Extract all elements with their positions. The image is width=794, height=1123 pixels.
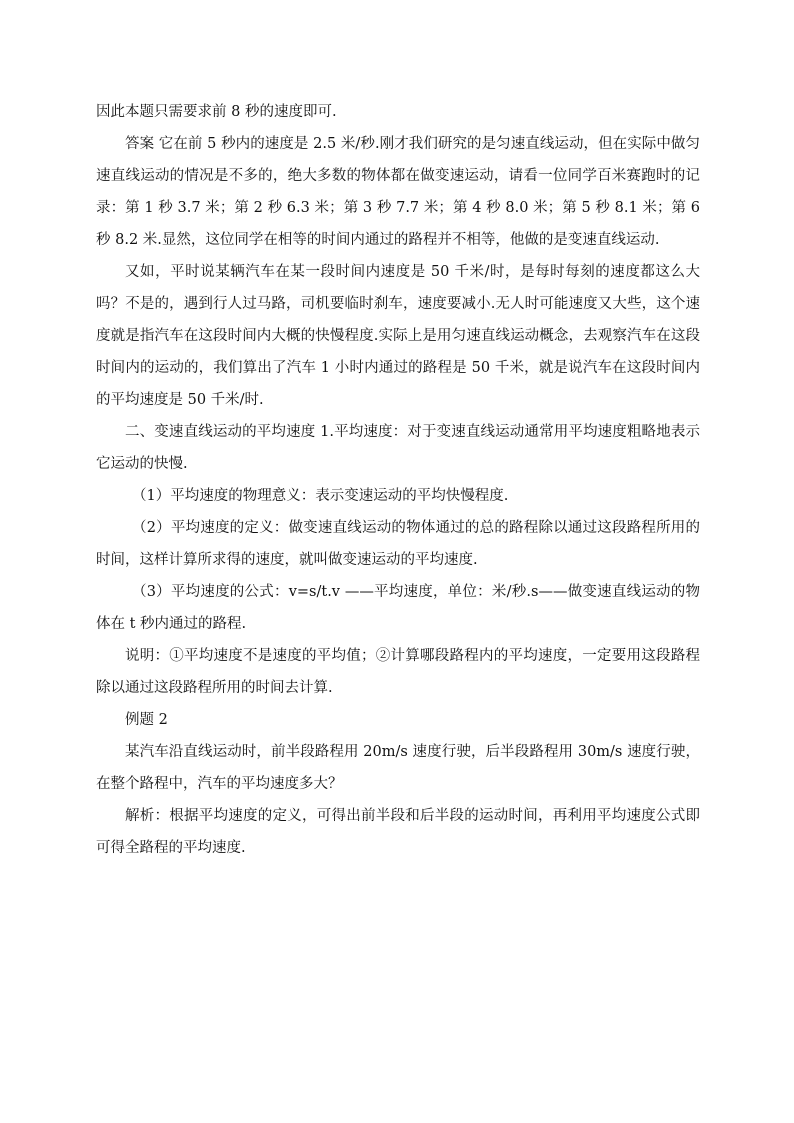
paragraph-definition: （2）平均速度的定义：做变速直线运动的物体通过的总的路程除以通过这段路程所用的时间，这样计算所求得的速度，就叫做变速运动的平均速度. bbox=[96, 520, 700, 568]
example-title: 例题 2 bbox=[125, 712, 168, 728]
paragraph-example-car: 又如，平时说某辆汽车在某一段时间内速度是 50 千米/时，是每时每刻的速度都这么大吗？不是的，遇到行人过马路，司机要临时刹车，速度要减小.无人时可能速度又大些，这个速度就是指汽车在这段时间内大概的快慢程度.实际上是用匀速直线运动概念，去观察汽车在这段时间内的运动的，我们算出了汽车 1 小时内通过的路程是 50 千米，就是说汽车在这段时间内的平均速度是 50 千米/时. bbox=[96, 264, 700, 408]
paragraph-note: 说明：①平均速度不是速度的平均值；②计算哪段路程内的平均速度，一定要用这段路程除以通过这段路程所用的时间去计算. bbox=[96, 648, 700, 696]
section-heading-average-speed: 二、变速直线运动的平均速度 1.平均速度：对于变速直线运动通常用平均速度粗略地表示它运动的快慢. bbox=[96, 424, 700, 472]
paragraph-formula: （3）平均速度的公式：v=s/t.v ——平均速度，单位：米/秒.s——做变速直线运动的物体在 t 秒内通过的路程. bbox=[96, 584, 700, 632]
example-problem: 某汽车沿直线运动时，前半段路程用 20m/s 速度行驶，后半段路程用 30m/s 速度行驶，在整个路程中，汽车的平均速度多大？ bbox=[96, 744, 700, 792]
document-body bbox=[96, 96, 700, 864]
paragraph-1: 因此本题只需要求前 8 秒的速度即可. bbox=[96, 104, 337, 120]
example-solution: 解析：根据平均速度的定义，可得出前半段和后半段的运动时间，再利用平均速度公式即可得全路程的平均速度. bbox=[96, 808, 700, 856]
paragraph-answer: 答案 它在前 5 秒内的速度是 2.5 米/秒.刚才我们研究的是匀速直线运动，但在实际中做匀速直线运动的情况是不多的，绝大多数的物体都在做变速运动，请看一位同学百米赛跑时的记录：第 1 秒 3.7 米；第 2 秒 6.3 米；第 3 秒 7.7 米；第 4 秒 8.0 米；第 5 秒 8.1 米；第 6 秒 8.2 米.显然，这位同学在相等的时间内通过的路程并不相等，他做的是变速直线运动. bbox=[96, 136, 700, 248]
paragraph-meaning: （1）平均速度的物理意义：表示变速运动的平均快慢程度. bbox=[132, 488, 509, 504]
